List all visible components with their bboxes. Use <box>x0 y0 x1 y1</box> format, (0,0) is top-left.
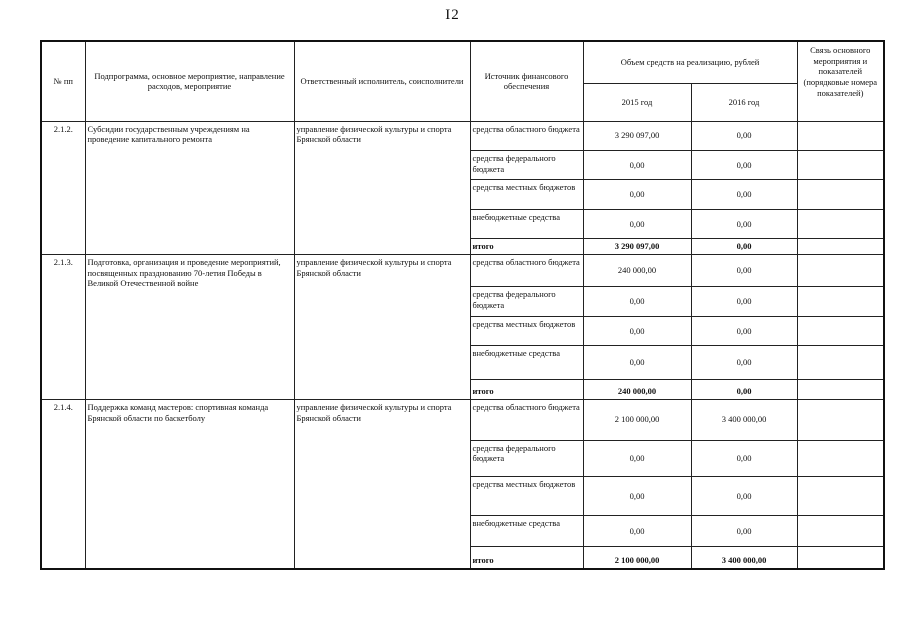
amount-2015: 3 290 097,00 <box>583 121 691 150</box>
amount-2015: 3 290 097,00 <box>583 239 691 255</box>
amount-2015: 240 000,00 <box>583 254 691 286</box>
relation-cell <box>797 121 884 150</box>
relation-cell <box>797 477 884 516</box>
item-code: 2.1.4. <box>41 399 85 569</box>
funding-source: средства федерального бюджета <box>470 150 583 179</box>
funding-source: средства местных бюджетов <box>470 477 583 516</box>
amount-2016: 0,00 <box>691 254 797 286</box>
amount-2016: 0,00 <box>691 209 797 238</box>
table-row <box>41 399 884 440</box>
header-num: № пп <box>41 41 85 121</box>
header-source: Источник финансового обеспечения <box>470 41 583 121</box>
funding-source: средства федерального бюджета <box>470 440 583 477</box>
table-row <box>41 254 884 286</box>
amount-2016: 0,00 <box>691 440 797 477</box>
funding-source: средства местных бюджетов <box>470 316 583 345</box>
table-row <box>41 121 884 150</box>
item-executor: управление физической культуры и спорта Брянской области <box>294 254 470 399</box>
relation-cell <box>797 180 884 209</box>
amount-2015: 0,00 <box>583 515 691 546</box>
amount-2015: 0,00 <box>583 440 691 477</box>
amount-2015: 2 100 000,00 <box>583 399 691 440</box>
header-year-2016: 2016 год <box>691 83 797 121</box>
amount-2016: 0,00 <box>691 477 797 516</box>
funding-source: внебюджетные средства <box>470 209 583 238</box>
amount-2015: 240 000,00 <box>583 379 691 399</box>
relation-cell <box>797 150 884 179</box>
item-code: 2.1.3. <box>41 254 85 399</box>
amount-2015: 2 100 000,00 <box>583 547 691 569</box>
amount-2015: 0,00 <box>583 287 691 316</box>
amount-2015: 0,00 <box>583 150 691 179</box>
amount-2016: 0,00 <box>691 316 797 345</box>
funding-source: средства местных бюджетов <box>470 180 583 209</box>
amount-2015: 0,00 <box>583 346 691 379</box>
amount-2016: 0,00 <box>691 180 797 209</box>
relation-cell <box>797 547 884 569</box>
item-executor: управление физической культуры и спорта Брянской области <box>294 399 470 569</box>
amount-2016: 0,00 <box>691 121 797 150</box>
amount-2015: 0,00 <box>583 180 691 209</box>
amount-2016: 0,00 <box>691 239 797 255</box>
relation-cell <box>797 379 884 399</box>
amount-2015: 0,00 <box>583 477 691 516</box>
page-number: I2 <box>445 7 460 23</box>
amount-2015: 0,00 <box>583 316 691 345</box>
amount-2016: 0,00 <box>691 515 797 546</box>
header-volume: Объем средств на реализацию, рублей <box>583 41 797 83</box>
header-relation: Связь основного мероприятия и показателей (порядковые номера показателей) <box>797 41 884 121</box>
relation-cell <box>797 239 884 255</box>
relation-cell <box>797 346 884 379</box>
relation-cell <box>797 254 884 286</box>
amount-2016: 3 400 000,00 <box>691 399 797 440</box>
item-name: Подготовка, организация и проведение мероприятий, посвященных празднованию 70-летия Победы в Великой Отечественной войне <box>85 254 294 399</box>
funding-source: средства областного бюджета <box>470 254 583 286</box>
amount-2016: 0,00 <box>691 346 797 379</box>
funding-source: внебюджетные средства <box>470 346 583 379</box>
header-executor: Ответственный исполнитель, соисполнители <box>294 41 470 121</box>
item-code: 2.1.2. <box>41 121 85 254</box>
table-body <box>41 121 884 569</box>
amount-2015: 0,00 <box>583 209 691 238</box>
amount-2016: 3 400 000,00 <box>691 547 797 569</box>
funding-source: итого <box>470 547 583 569</box>
relation-cell <box>797 287 884 316</box>
funding-source: средства областного бюджета <box>470 121 583 150</box>
relation-cell <box>797 316 884 345</box>
item-name: Субсидии государственным учреждениям на проведение капитального ремонта <box>85 121 294 254</box>
funding-source: внебюджетные средства <box>470 515 583 546</box>
relation-cell <box>797 440 884 477</box>
item-name: Поддержка команд мастеров: спортивная команда Брянской области по баскетболу <box>85 399 294 569</box>
amount-2016: 0,00 <box>691 150 797 179</box>
relation-cell <box>797 515 884 546</box>
item-executor: управление физической культуры и спорта Брянской области <box>294 121 470 254</box>
amount-2016: 0,00 <box>691 287 797 316</box>
relation-cell <box>797 399 884 440</box>
relation-cell <box>797 209 884 238</box>
header-year-2015: 2015 год <box>583 83 691 121</box>
funding-source: средства федерального бюджета <box>470 287 583 316</box>
funding-source: итого <box>470 239 583 255</box>
funding-source: итого <box>470 379 583 399</box>
header-program: Подпрограмма, основное мероприятие, направление расходов, мероприятие <box>85 41 294 121</box>
funding-source: средства областного бюджета <box>470 399 583 440</box>
amount-2016: 0,00 <box>691 379 797 399</box>
budget-table <box>40 40 885 570</box>
